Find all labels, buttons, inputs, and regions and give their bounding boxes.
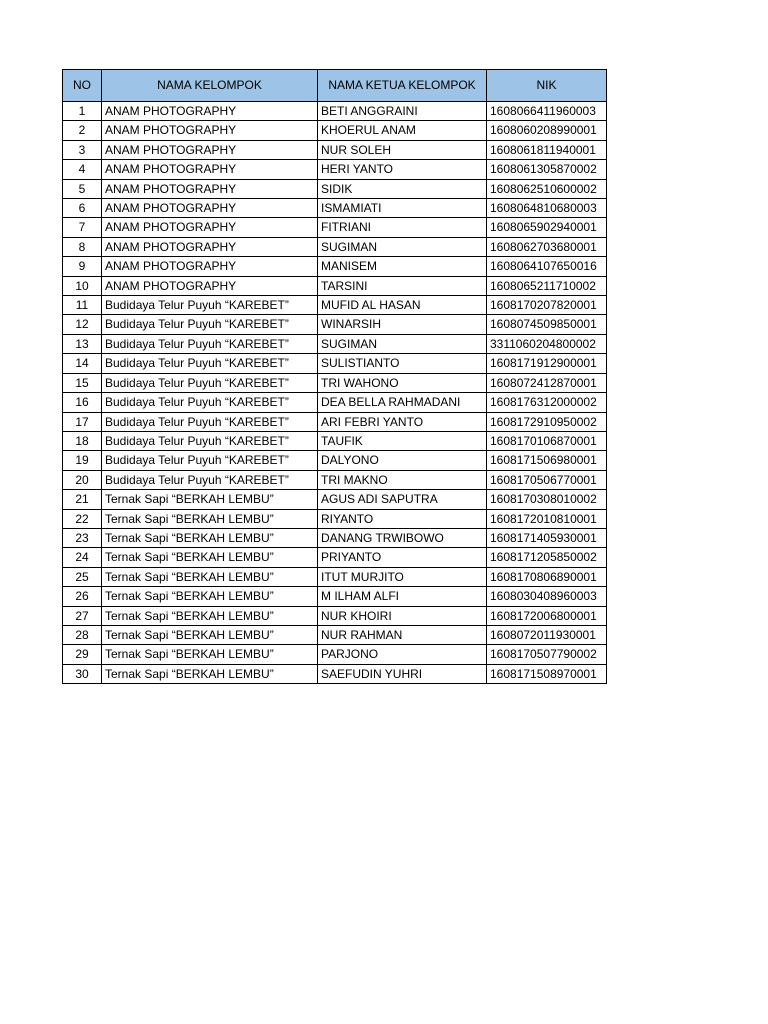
cell-nama-ketua: TRI WAHONO bbox=[318, 373, 487, 392]
table-row bbox=[63, 218, 607, 237]
cell-no: 14 bbox=[63, 354, 102, 373]
cell-nama-ketua: PRIYANTO bbox=[318, 548, 487, 567]
cell-nama-kelompok: Ternak Sapi “BERKAH LEMBU” bbox=[102, 645, 318, 664]
cell-nik: 1608170308010002 bbox=[487, 490, 607, 509]
cell-nama-kelompok: Budidaya Telur Puyuh “KAREBET” bbox=[102, 296, 318, 315]
cell-no: 18 bbox=[63, 431, 102, 450]
cell-no: 11 bbox=[63, 296, 102, 315]
header-nik: NIK bbox=[487, 70, 607, 102]
cell-nama-ketua: BETI ANGGRAINI bbox=[318, 102, 487, 121]
cell-nama-kelompok: Ternak Sapi “BERKAH LEMBU” bbox=[102, 664, 318, 683]
table-row bbox=[63, 470, 607, 489]
cell-no: 22 bbox=[63, 509, 102, 528]
cell-no: 15 bbox=[63, 373, 102, 392]
table-row bbox=[63, 179, 607, 198]
cell-nama-ketua: DANANG TRWIBOWO bbox=[318, 528, 487, 547]
table-header bbox=[63, 70, 607, 102]
cell-no: 1 bbox=[63, 102, 102, 121]
cell-nama-kelompok: Ternak Sapi “BERKAH LEMBU” bbox=[102, 509, 318, 528]
table-row bbox=[63, 431, 607, 450]
table-row bbox=[63, 140, 607, 159]
cell-nama-kelompok: Ternak Sapi “BERKAH LEMBU” bbox=[102, 528, 318, 547]
cell-no: 7 bbox=[63, 218, 102, 237]
cell-nik: 1608061811940001 bbox=[487, 140, 607, 159]
header-nama-kelompok: NAMA KELOMPOK bbox=[102, 70, 318, 102]
cell-nama-ketua: MUFID AL HASAN bbox=[318, 296, 487, 315]
cell-no: 16 bbox=[63, 393, 102, 412]
cell-nik: 1608172910950002 bbox=[487, 412, 607, 431]
table-row bbox=[63, 160, 607, 179]
table-row bbox=[63, 567, 607, 586]
cell-nik: 1608171508970001 bbox=[487, 664, 607, 683]
cell-nama-ketua: TARSINI bbox=[318, 276, 487, 295]
cell-nik: 1608061305870002 bbox=[487, 160, 607, 179]
table-row bbox=[63, 664, 607, 683]
cell-nama-kelompok: Ternak Sapi “BERKAH LEMBU” bbox=[102, 587, 318, 606]
cell-no: 8 bbox=[63, 237, 102, 256]
cell-nama-kelompok: ANAM PHOTOGRAPHY bbox=[102, 218, 318, 237]
cell-nama-ketua: SUGIMAN bbox=[318, 334, 487, 353]
table-row bbox=[63, 625, 607, 644]
cell-nama-kelompok: Ternak Sapi “BERKAH LEMBU” bbox=[102, 490, 318, 509]
cell-no: 3 bbox=[63, 140, 102, 159]
cell-nama-kelompok: Budidaya Telur Puyuh “KAREBET” bbox=[102, 412, 318, 431]
cell-no: 9 bbox=[63, 257, 102, 276]
table-row bbox=[63, 587, 607, 606]
table-row bbox=[63, 490, 607, 509]
table-row bbox=[63, 296, 607, 315]
table-row bbox=[63, 102, 607, 121]
cell-nama-kelompok: Ternak Sapi “BERKAH LEMBU” bbox=[102, 567, 318, 586]
cell-nama-ketua: DEA BELLA RAHMADANI bbox=[318, 393, 487, 412]
cell-nama-kelompok: Budidaya Telur Puyuh “KAREBET” bbox=[102, 354, 318, 373]
cell-nik: 1608072011930001 bbox=[487, 625, 607, 644]
cell-nik: 1608176312000002 bbox=[487, 393, 607, 412]
cell-nik: 1608170207820001 bbox=[487, 296, 607, 315]
cell-nama-ketua: FITRIANI bbox=[318, 218, 487, 237]
table-row bbox=[63, 528, 607, 547]
cell-nama-ketua: NUR KHOIRI bbox=[318, 606, 487, 625]
cell-nama-kelompok: Budidaya Telur Puyuh “KAREBET” bbox=[102, 334, 318, 353]
cell-nik: 1608065902940001 bbox=[487, 218, 607, 237]
cell-nama-ketua: NUR RAHMAN bbox=[318, 625, 487, 644]
cell-nama-ketua: M ILHAM ALFI bbox=[318, 587, 487, 606]
cell-nik: 1608171912900001 bbox=[487, 354, 607, 373]
header-nama-ketua-kelompok: NAMA KETUA KELOMPOK bbox=[318, 70, 487, 102]
cell-nik: 1608062510600002 bbox=[487, 179, 607, 198]
cell-nama-kelompok: ANAM PHOTOGRAPHY bbox=[102, 179, 318, 198]
cell-nik: 1608170806890001 bbox=[487, 567, 607, 586]
cell-nama-kelompok: Budidaya Telur Puyuh “KAREBET” bbox=[102, 470, 318, 489]
cell-nik: 1608066411960003 bbox=[487, 102, 607, 121]
cell-nama-ketua: MANISEM bbox=[318, 257, 487, 276]
cell-nik: 1608170106870001 bbox=[487, 431, 607, 450]
cell-nama-ketua: AGUS ADI SAPUTRA bbox=[318, 490, 487, 509]
header-row bbox=[63, 70, 607, 102]
cell-no: 28 bbox=[63, 625, 102, 644]
cell-nama-kelompok: ANAM PHOTOGRAPHY bbox=[102, 237, 318, 256]
cell-no: 5 bbox=[63, 179, 102, 198]
cell-no: 29 bbox=[63, 645, 102, 664]
cell-nama-ketua: KHOERUL ANAM bbox=[318, 121, 487, 140]
cell-nama-kelompok: ANAM PHOTOGRAPHY bbox=[102, 102, 318, 121]
cell-nama-kelompok: Budidaya Telur Puyuh “KAREBET” bbox=[102, 315, 318, 334]
cell-no: 21 bbox=[63, 490, 102, 509]
table-row bbox=[63, 354, 607, 373]
cell-nama-kelompok: ANAM PHOTOGRAPHY bbox=[102, 199, 318, 218]
table-row bbox=[63, 645, 607, 664]
cell-nik: 1608171405930001 bbox=[487, 528, 607, 547]
cell-nama-kelompok: ANAM PHOTOGRAPHY bbox=[102, 257, 318, 276]
cell-nama-ketua: SAEFUDIN YUHRI bbox=[318, 664, 487, 683]
cell-nik: 1608172010810001 bbox=[487, 509, 607, 528]
cell-nama-kelompok: Budidaya Telur Puyuh “KAREBET” bbox=[102, 373, 318, 392]
header-no: NO bbox=[63, 70, 102, 102]
cell-nik: 1608074509850001 bbox=[487, 315, 607, 334]
table-row bbox=[63, 393, 607, 412]
cell-nama-ketua: ISMAMIATI bbox=[318, 199, 487, 218]
cell-no: 26 bbox=[63, 587, 102, 606]
cell-nama-kelompok: Budidaya Telur Puyuh “KAREBET” bbox=[102, 451, 318, 470]
cell-no: 4 bbox=[63, 160, 102, 179]
cell-nik: 1608060208990001 bbox=[487, 121, 607, 140]
cell-no: 12 bbox=[63, 315, 102, 334]
cell-nama-ketua: ARI FEBRI YANTO bbox=[318, 412, 487, 431]
cell-nama-kelompok: Ternak Sapi “BERKAH LEMBU” bbox=[102, 625, 318, 644]
table-row bbox=[63, 451, 607, 470]
cell-nama-kelompok: Budidaya Telur Puyuh “KAREBET” bbox=[102, 393, 318, 412]
cell-nik: 1608172006800001 bbox=[487, 606, 607, 625]
cell-nik: 1608064810680003 bbox=[487, 199, 607, 218]
table-row bbox=[63, 606, 607, 625]
cell-no: 6 bbox=[63, 199, 102, 218]
cell-no: 19 bbox=[63, 451, 102, 470]
cell-nik: 1608170507790002 bbox=[487, 645, 607, 664]
cell-nama-kelompok: ANAM PHOTOGRAPHY bbox=[102, 121, 318, 140]
table-row bbox=[63, 334, 607, 353]
table-row bbox=[63, 412, 607, 431]
cell-no: 17 bbox=[63, 412, 102, 431]
table-row bbox=[63, 315, 607, 334]
cell-no: 20 bbox=[63, 470, 102, 489]
cell-nama-ketua: HERI YANTO bbox=[318, 160, 487, 179]
cell-nik: 1608064107650016 bbox=[487, 257, 607, 276]
table-row bbox=[63, 199, 607, 218]
cell-no: 10 bbox=[63, 276, 102, 295]
cell-nik: 1608171205850002 bbox=[487, 548, 607, 567]
cell-nama-ketua: PARJONO bbox=[318, 645, 487, 664]
cell-nik: 1608030408960003 bbox=[487, 587, 607, 606]
cell-nik: 1608065211710002 bbox=[487, 276, 607, 295]
table-row bbox=[63, 373, 607, 392]
cell-no: 25 bbox=[63, 567, 102, 586]
cell-nik: 1608170506770001 bbox=[487, 470, 607, 489]
cell-nama-ketua: SIDIK bbox=[318, 179, 487, 198]
cell-nik: 3311060204800002 bbox=[487, 334, 607, 353]
cell-nama-kelompok: ANAM PHOTOGRAPHY bbox=[102, 276, 318, 295]
table-body bbox=[63, 102, 607, 684]
cell-nama-ketua: WINARSIH bbox=[318, 315, 487, 334]
cell-no: 27 bbox=[63, 606, 102, 625]
cell-nama-kelompok: ANAM PHOTOGRAPHY bbox=[102, 140, 318, 159]
cell-nik: 1608171506980001 bbox=[487, 451, 607, 470]
cell-nama-ketua: ITUT MURJITO bbox=[318, 567, 487, 586]
cell-no: 2 bbox=[63, 121, 102, 140]
cell-nama-kelompok: Budidaya Telur Puyuh “KAREBET” bbox=[102, 431, 318, 450]
table-row bbox=[63, 121, 607, 140]
table-row bbox=[63, 509, 607, 528]
cell-nama-ketua: RIYANTO bbox=[318, 509, 487, 528]
cell-nama-kelompok: Ternak Sapi “BERKAH LEMBU” bbox=[102, 548, 318, 567]
cell-no: 24 bbox=[63, 548, 102, 567]
cell-no: 23 bbox=[63, 528, 102, 547]
cell-nama-ketua: DALYONO bbox=[318, 451, 487, 470]
cell-nama-kelompok: Ternak Sapi “BERKAH LEMBU” bbox=[102, 606, 318, 625]
cell-nama-kelompok: ANAM PHOTOGRAPHY bbox=[102, 160, 318, 179]
cell-nama-ketua: SULISTIANTO bbox=[318, 354, 487, 373]
table-row bbox=[63, 276, 607, 295]
cell-no: 30 bbox=[63, 664, 102, 683]
cell-nama-ketua: TAUFIK bbox=[318, 431, 487, 450]
cell-nama-ketua: SUGIMAN bbox=[318, 237, 487, 256]
table-row bbox=[63, 257, 607, 276]
cell-nama-ketua: TRI MAKNO bbox=[318, 470, 487, 489]
cell-nik: 1608062703680001 bbox=[487, 237, 607, 256]
group-leaders-table bbox=[62, 69, 607, 684]
cell-no: 13 bbox=[63, 334, 102, 353]
cell-nik: 1608072412870001 bbox=[487, 373, 607, 392]
table-row bbox=[63, 237, 607, 256]
table-row bbox=[63, 548, 607, 567]
cell-nama-ketua: NUR SOLEH bbox=[318, 140, 487, 159]
